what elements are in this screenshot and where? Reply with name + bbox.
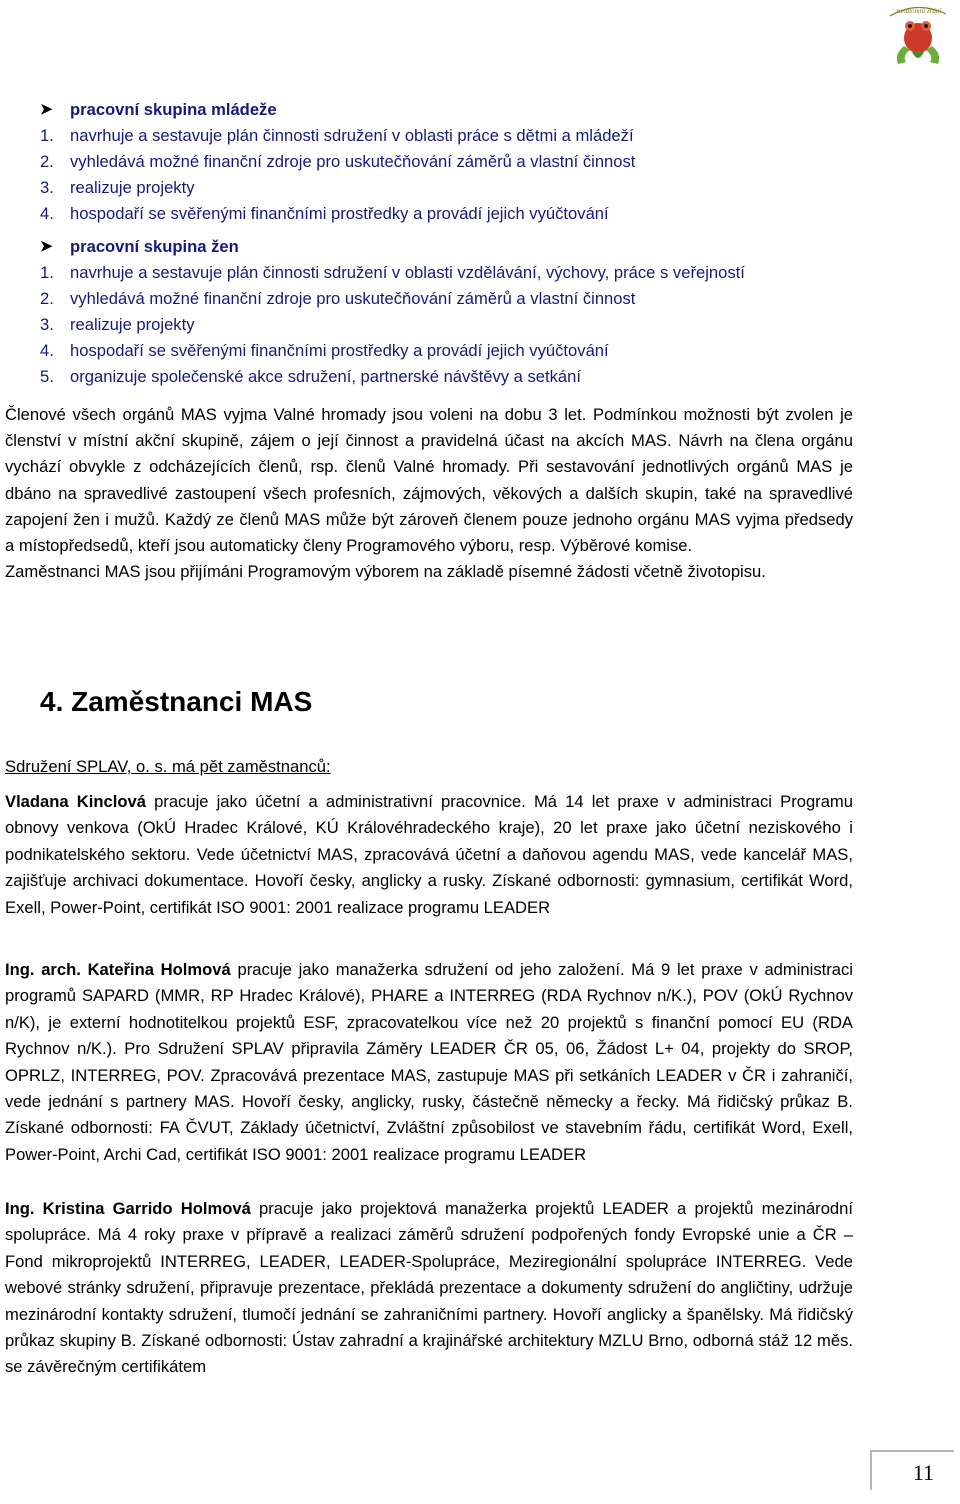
staff-entry xyxy=(5,1196,853,1381)
staff-name: Vladana Kinclová xyxy=(5,792,146,811)
list-item: 5. organizuje společenské akce sdružení, partnerské návštěvy a setkání xyxy=(40,367,582,386)
group-title: pracovní skupina žen xyxy=(70,237,239,256)
arrow-bullet-icon: ➤ xyxy=(40,101,53,118)
group-title: pracovní skupina mládeže xyxy=(70,100,277,119)
staff-entry xyxy=(5,789,853,921)
staff-name: Ing. arch. Kateřina Holmová xyxy=(5,960,231,979)
members-paragraph: Členové všech orgánů MAS vyjma Valné hromady jsou voleni na dobu 3 let. Podmínkou možnosti být zvolen je členství v místní akční skupině, zájem o její činnost a pravidelná účast na akcích MAS. Návrh na člena orgánu vychází obvykle z odcházejících členů, rsp. členů Valné hromady. Při sestavování jednotlivých orgánů MAS je dbáno na spravedlivé zastoupení všech profesních, zájmových, věkových a dalších skupin, také na spravedlivé zapojení žen i mužů. Každý ze členů MAS může být zároveň členem pouze jednoho orgánu MAS vyjma předsedy a místopředsedů, kteří jsou automaticky členy Programového výboru, resp. Výběrové komise. Zaměstnanci MAS jsou přijímáni Programovým výborem na základě písemné žádosti včetně životopisu. xyxy=(5,402,853,585)
list-item: 3. realizuje projekty xyxy=(40,178,195,197)
section-heading: 4. Zaměstnanci MAS xyxy=(40,686,313,717)
list-item: 3. realizuje projekty xyxy=(40,315,195,334)
page-number-box xyxy=(870,1450,954,1490)
list-item: 1. navrhuje a sestavuje plán činnosti sdružení v oblasti vzdělávání, výchovy, práce s veřejností xyxy=(40,263,745,282)
list-item: 2. vyhledává možné finanční zdroje pro uskutečňování záměrů a vlastní činnost xyxy=(40,152,636,171)
staff-description: pracuje jako manažerka sdružení od jeho založení. Má 9 let praxe v administraci programů SAPARD (MMR, RP Hradec Králové), PHARE a INTERREG (RDA Rychnov n/K.), POV (OkÚ Rychnov n/K), je externí hodnotitelkou projektů ESF, zpracovatelkou více než 20 projektů s finanční pomocí EU (RDA Rychnov n/K.). Pro Sdružení SPLAV připravila Záměry LEADER ČR 05, 06, Žádost L+ 04, projekty do SROP, OPRLZ, INTERREG, POV. Zpracovává prezentace MAS, zastupuje MAS při setkáních LEADER v ČR i zahraničí, vede jednání s partnery MAS. Hovoří česky, anglicky, rusky, částečně německy a řecky. Má řidičský průkaz B. Získané odbornosti: FA ČVUT, Základy účetnictví, Zvláštní způsobilost ve stavebním řádu, certifikát Word, Exell, Power-Point, Archi Cad, certifikát ISO 9001: 2001 realizace programu LEADER xyxy=(5,960,853,1164)
employees-paragraph: Zaměstnanci MAS jsou přijímáni Programovým výborem na základě písemné žádosti včetně životopisu. xyxy=(5,562,766,582)
staff-name: Ing. Kristina Garrido Holmová xyxy=(5,1199,251,1218)
frog-logo-icon xyxy=(882,2,952,70)
staff-entry xyxy=(5,957,853,1168)
staff-description: pracuje jako projektová manažerka projektů LEADER a projektů mezinárodní spolupráce. Má 4 roky praxe v přípravě a realizaci záměrů sdružení podpořených fondy Evropské unie a ČR – Fond mikroprojektů INTERREG, LEADER, LEADER-Spolupráce, Meziregionální spolupráce INTERREG. Vede webové stránky sdružení, připravuje prezentace, překládá prezentace a dokumenty sdružení do angličtiny, udržuje mezinárodní kontakty sdružení, tlumočí jednání se zahraničními partnery. Hovoří anglicky a španělsky. Má řidičský průkaz skupiny B. Získané odbornosti: Ústav zahradní a krajinářské architektury MZLU Brno, odborná stáž 12 měs. se závěrečným certifikátem xyxy=(5,1199,854,1377)
working-group-women xyxy=(40,234,920,390)
list-item: 4. hospodaří se svěřenými finančními prostředky a provádí jejich vyúčtování xyxy=(40,204,609,223)
list-item: 2. vyhledává možné finanční zdroje pro uskutečňování záměrů a vlastní činnost xyxy=(40,289,636,308)
subheading: Sdružení SPLAV, o. s. má pět zaměstnanců: xyxy=(5,757,331,776)
working-group-youth xyxy=(40,97,920,227)
staff-description: pracuje jako účetní a administrativní pracovnice. Má 14 let praxe v administraci Programu obnovy venkova (OkÚ Hradec Králové, KÚ Královéhradeckého kraje), 20 let praxe jako účetní neziskového i podnikatelského sektoru. Vede účetnictví MAS, zpracovává účetní a daňovou agendu MAS, vede kancelář MAS, zajišťuje archivaci dokumentace. Hovoří česky, anglicky a rusky. Získané odbornosti: gymnasium, certifikát Word, Exell, Power-Point, certifikát ISO 9001: 2001 realizace programu LEADER xyxy=(5,792,853,917)
list-item: 1. navrhuje a sestavuje plán činnosti sdružení v oblasti práce s dětmi a mládeží xyxy=(40,126,634,145)
arrow-bullet-icon: ➤ xyxy=(40,238,53,255)
logo-text: zonátomní zrání xyxy=(896,7,942,15)
list-item: 4. hospodaří se svěřenými finančními prostředky a provádí jejich vyúčtování xyxy=(40,341,609,360)
page-number: 11 xyxy=(912,1460,934,1485)
